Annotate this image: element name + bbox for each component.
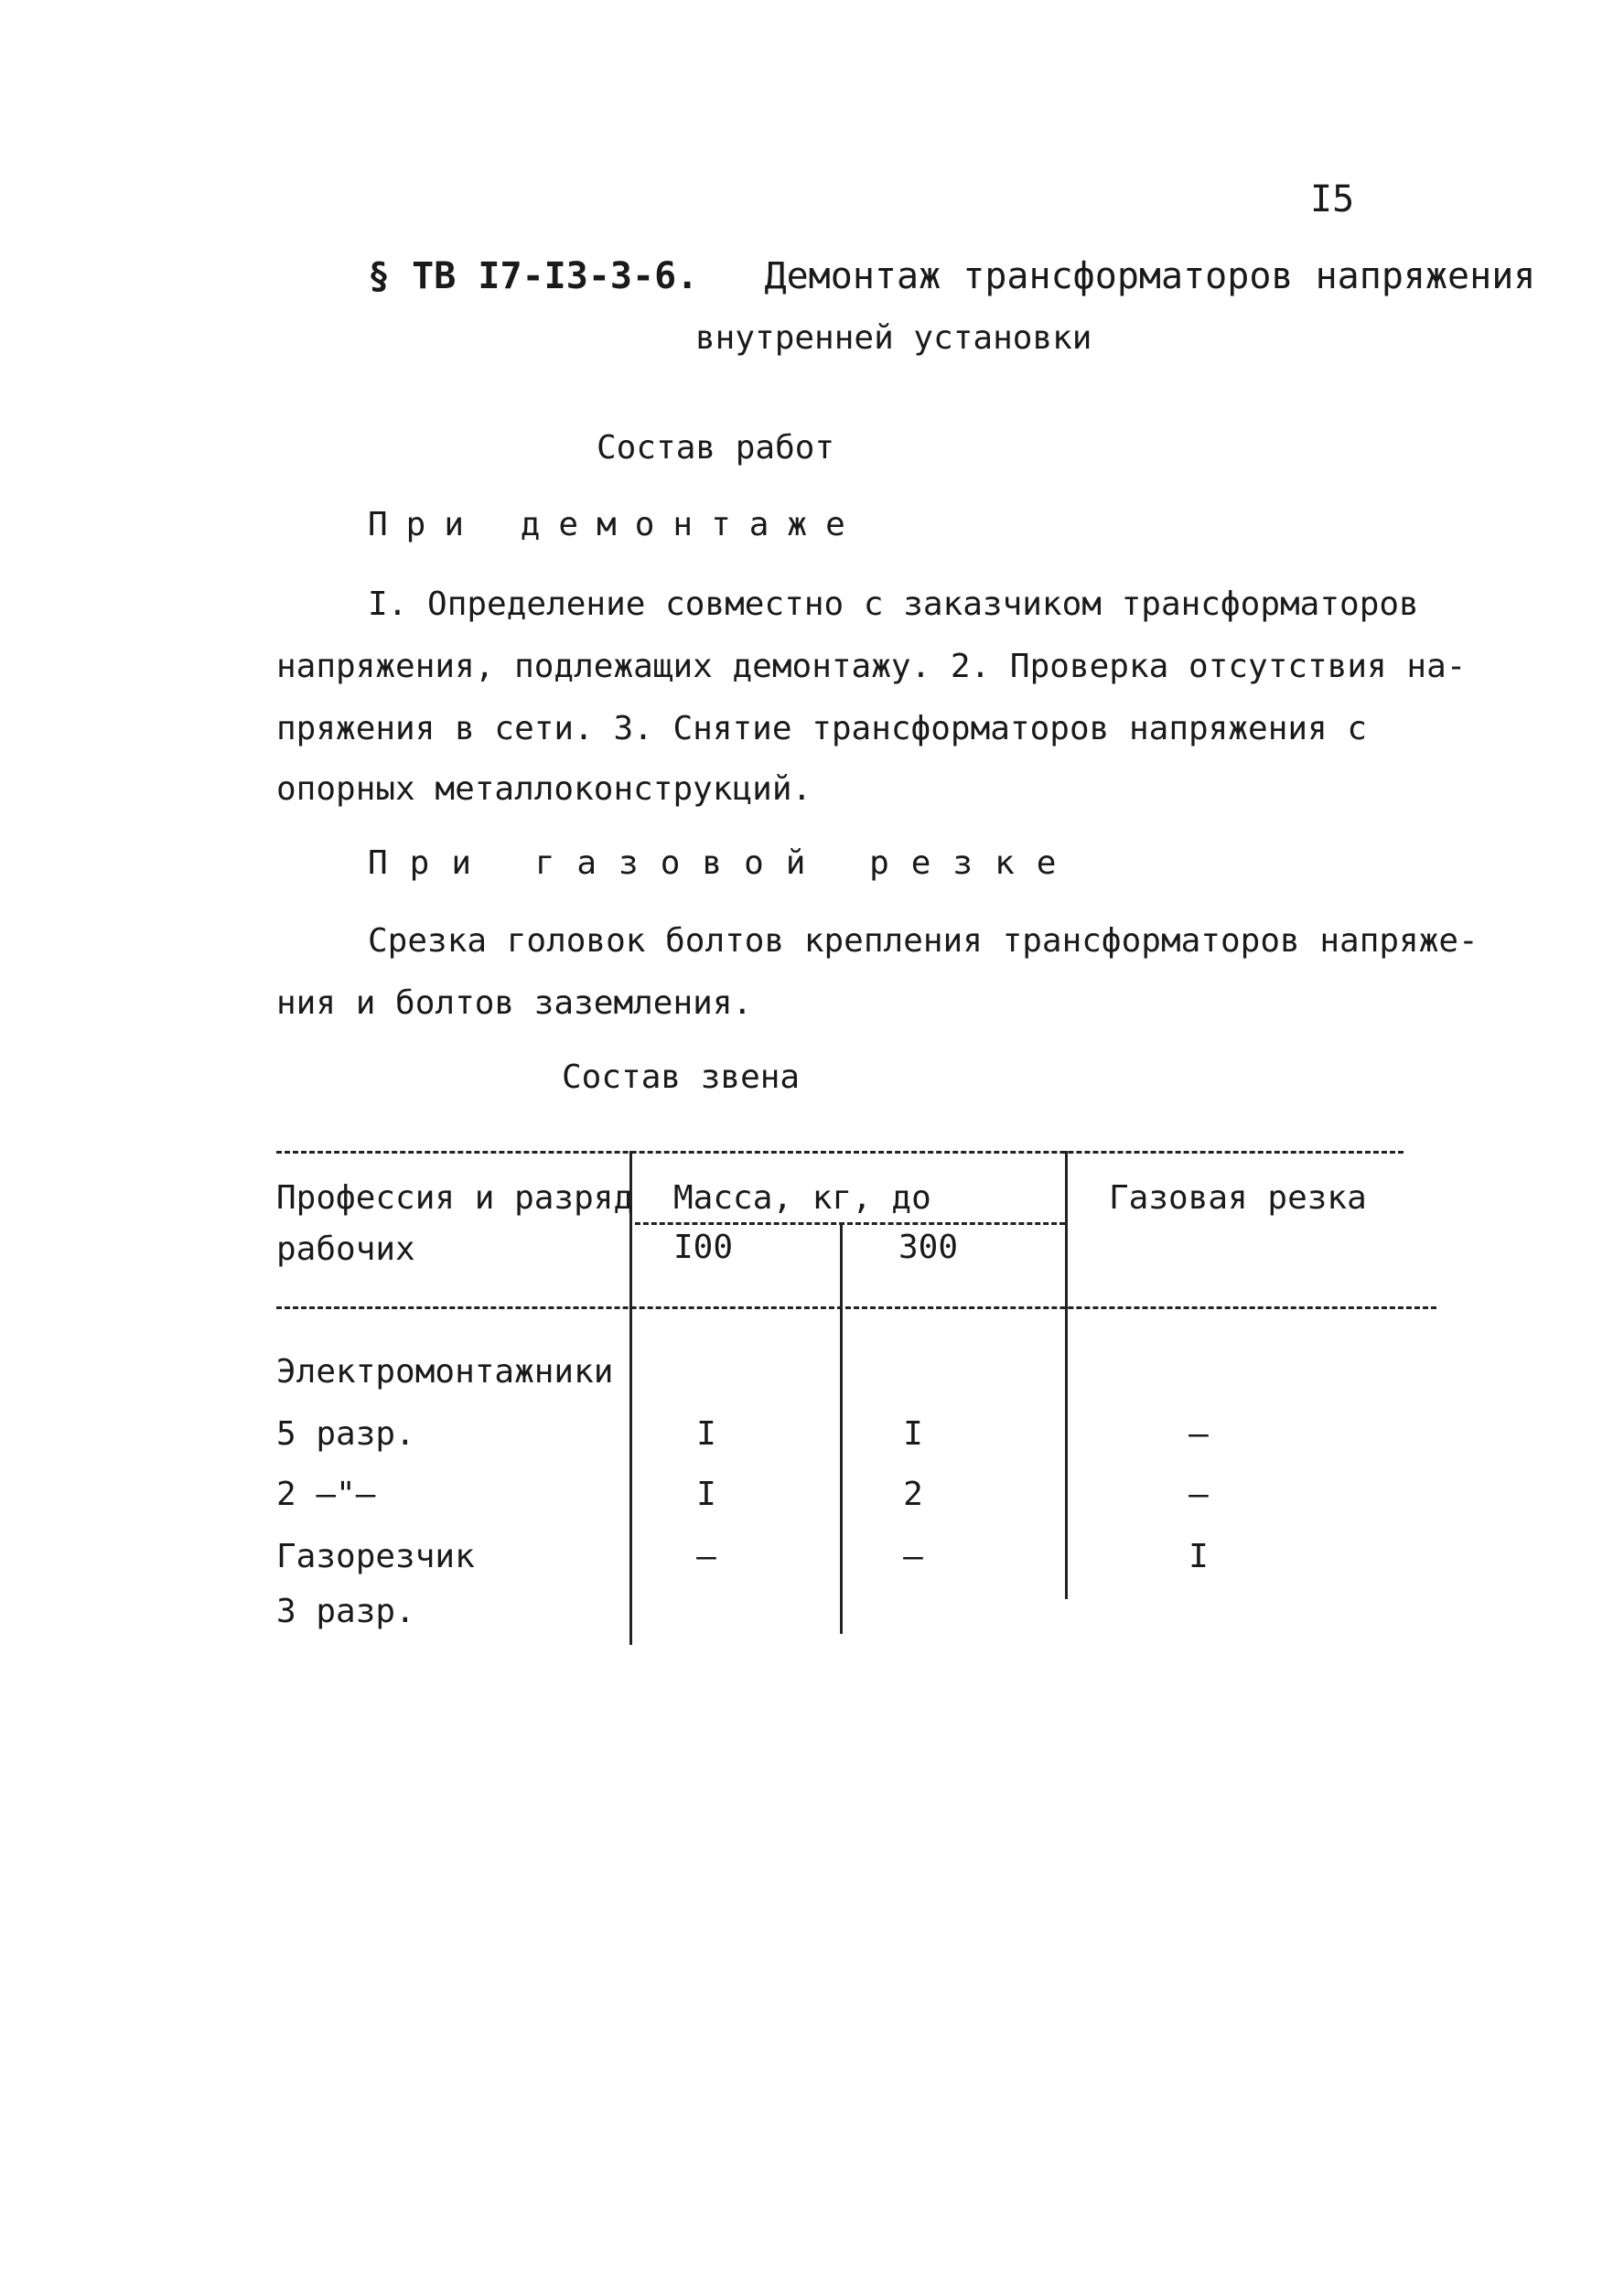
table-col-divider-3 <box>1065 1151 1068 1599</box>
table-cell-m300: 2 <box>903 1476 923 1513</box>
dismantling-subtitle: При демонтаже <box>368 506 864 543</box>
work-composition-title: Состав работ <box>597 429 835 467</box>
table-cell-m100: I <box>696 1415 716 1453</box>
table-row-label: 5 разр. <box>276 1415 415 1453</box>
table-header-rule <box>276 1306 1436 1309</box>
table-cell-gas: I <box>1188 1538 1209 1575</box>
col-header-profession: Профессия и разряд <box>276 1179 634 1217</box>
table-cell-gas: – <box>1188 1415 1209 1453</box>
table-top-rule <box>276 1151 1404 1154</box>
col-header-mass-300: 300 <box>898 1229 959 1266</box>
page-number: I5 <box>1310 178 1355 220</box>
dismantling-line-1: I. Определение совместно с заказчиком трансформаторов <box>368 585 1419 623</box>
table-col-divider-1 <box>629 1151 632 1645</box>
section-title-line1: Демонтаж трансформаторов напряжения <box>764 255 1536 297</box>
table-row-label: 2 –"– <box>276 1476 376 1513</box>
section-heading <box>368 255 1536 297</box>
dismantling-line-2: напряжения, подлежащих демонтажу. 2. Проверка отсутствия на- <box>276 648 1467 685</box>
table-cell-gas: – <box>1188 1476 1209 1513</box>
table-row-label: Электромонтажники <box>276 1353 614 1391</box>
table-col-divider-2 <box>840 1222 843 1634</box>
col-header-mass: Масса, кг, до <box>673 1179 931 1217</box>
col-header-gas-cutting: Газовая резка <box>1109 1179 1367 1217</box>
table-cell-m300: – <box>903 1538 923 1575</box>
col-header-workers: рабочих <box>276 1230 415 1268</box>
table-cell-m300: I <box>903 1415 923 1453</box>
table-cell-m100: I <box>696 1476 716 1513</box>
dismantling-line-4: опорных металлоконструкций. <box>276 770 812 808</box>
gas-cutting-line-1: Срезка головок болтов крепления трансформаторов напряже- <box>368 922 1479 960</box>
table-row-label: 3 разр. <box>276 1593 415 1630</box>
table-row-label: Газорезчик <box>276 1538 475 1575</box>
mass-header-rule <box>635 1222 1065 1225</box>
table-cell-m100: – <box>696 1538 716 1575</box>
section-title-line2: внутренней установки <box>695 319 1092 357</box>
gas-cutting-line-2: ния и болтов заземления. <box>276 984 753 1022</box>
dismantling-line-3: пряжения в сети. 3. Снятие трансформаторов напряжения с <box>276 710 1368 747</box>
gas-cutting-subtitle: При газовой резке <box>368 844 1079 882</box>
col-header-mass-100: I00 <box>673 1229 734 1266</box>
crew-title: Состав звена <box>562 1058 801 1096</box>
section-mark: § ТВ I7-I3-3-6. <box>368 255 699 297</box>
